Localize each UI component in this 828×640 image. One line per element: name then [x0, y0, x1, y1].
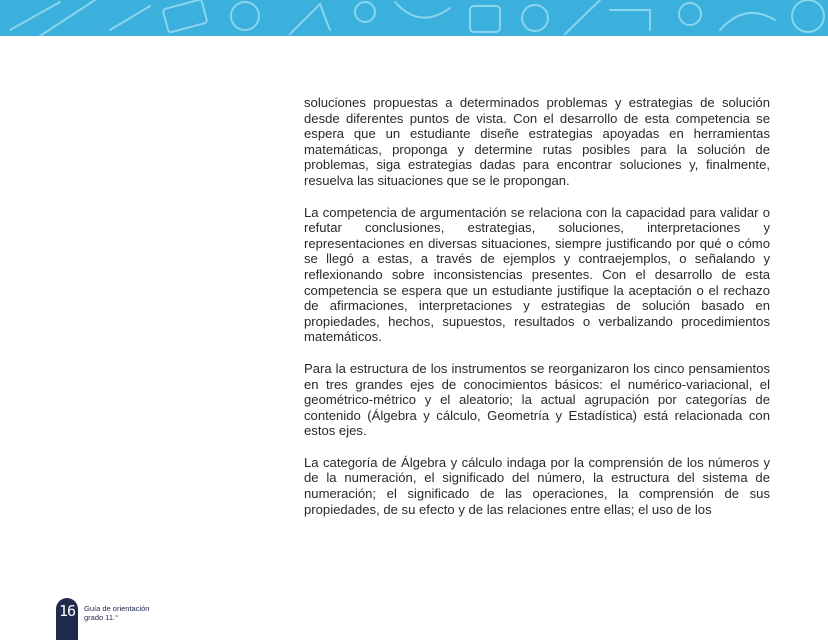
- paragraph: La categoría de Álgebra y cálculo indaga por la comprensión de los números y de la numeración, el significado del número, la estructura del sistema de numeración; el significado de las operaciones, la comprensión de sus propiedades, de su efecto y de las relaciones entre ellas; el uso de los: [304, 454, 770, 517]
- paragraph: Para la estructura de los instrumentos se reorganizaron los cinco pensamientos en tres grandes ejes de conocimientos básicos: el numérico-variacional, el geométrico-métrico y el aleatorio; la actual agrupación por categorías de contenido (Álgebra y cálculo, Geometría y Estadística) está relacionada con estos ejes.: [304, 360, 770, 439]
- guide-title-line1: Guía de orientación: [84, 604, 150, 613]
- banner-doodles: [0, 0, 828, 36]
- header-banner: [0, 0, 828, 36]
- paragraph: La competencia de argumentación se relaciona con la capacidad para validar o refutar conclusiones, estrategias, soluciones, interpretaciones y representaciones en diversas situaciones, siempre justificando por qué o cómo se llegó a estas, a través de ejemplos y contraejemplos, o señalando y reflexionando sobre inconsistencias presentes. Con el desarrollo de esta competencia se espera que un estudiante justifique la aceptación o el rechazo de afirmaciones, interpretaciones y estrategias de solución basado en propiedades, hechos, supuestos, resultados o verbalizando procedimientos matemáticos.: [304, 204, 770, 345]
- body-text: [304, 95, 770, 533]
- page-number: 16: [58, 602, 76, 620]
- guide-title-line2: grado 11.°: [84, 612, 119, 622]
- guide-title: [84, 605, 149, 622]
- paragraph: soluciones propuestas a determinados problemas y estrategias de solución desde diferentes puntos de vista. Con el desarrollo de esta competencia se espera que un estudiante diseñe estrategias apoyadas en herramientas matemáticas, proponga y determine rutas posibles para la solución de problemas, siga estrategias dadas para encontrar soluciones y, finalmente, resuelva las situaciones que se le propongan.: [304, 95, 770, 188]
